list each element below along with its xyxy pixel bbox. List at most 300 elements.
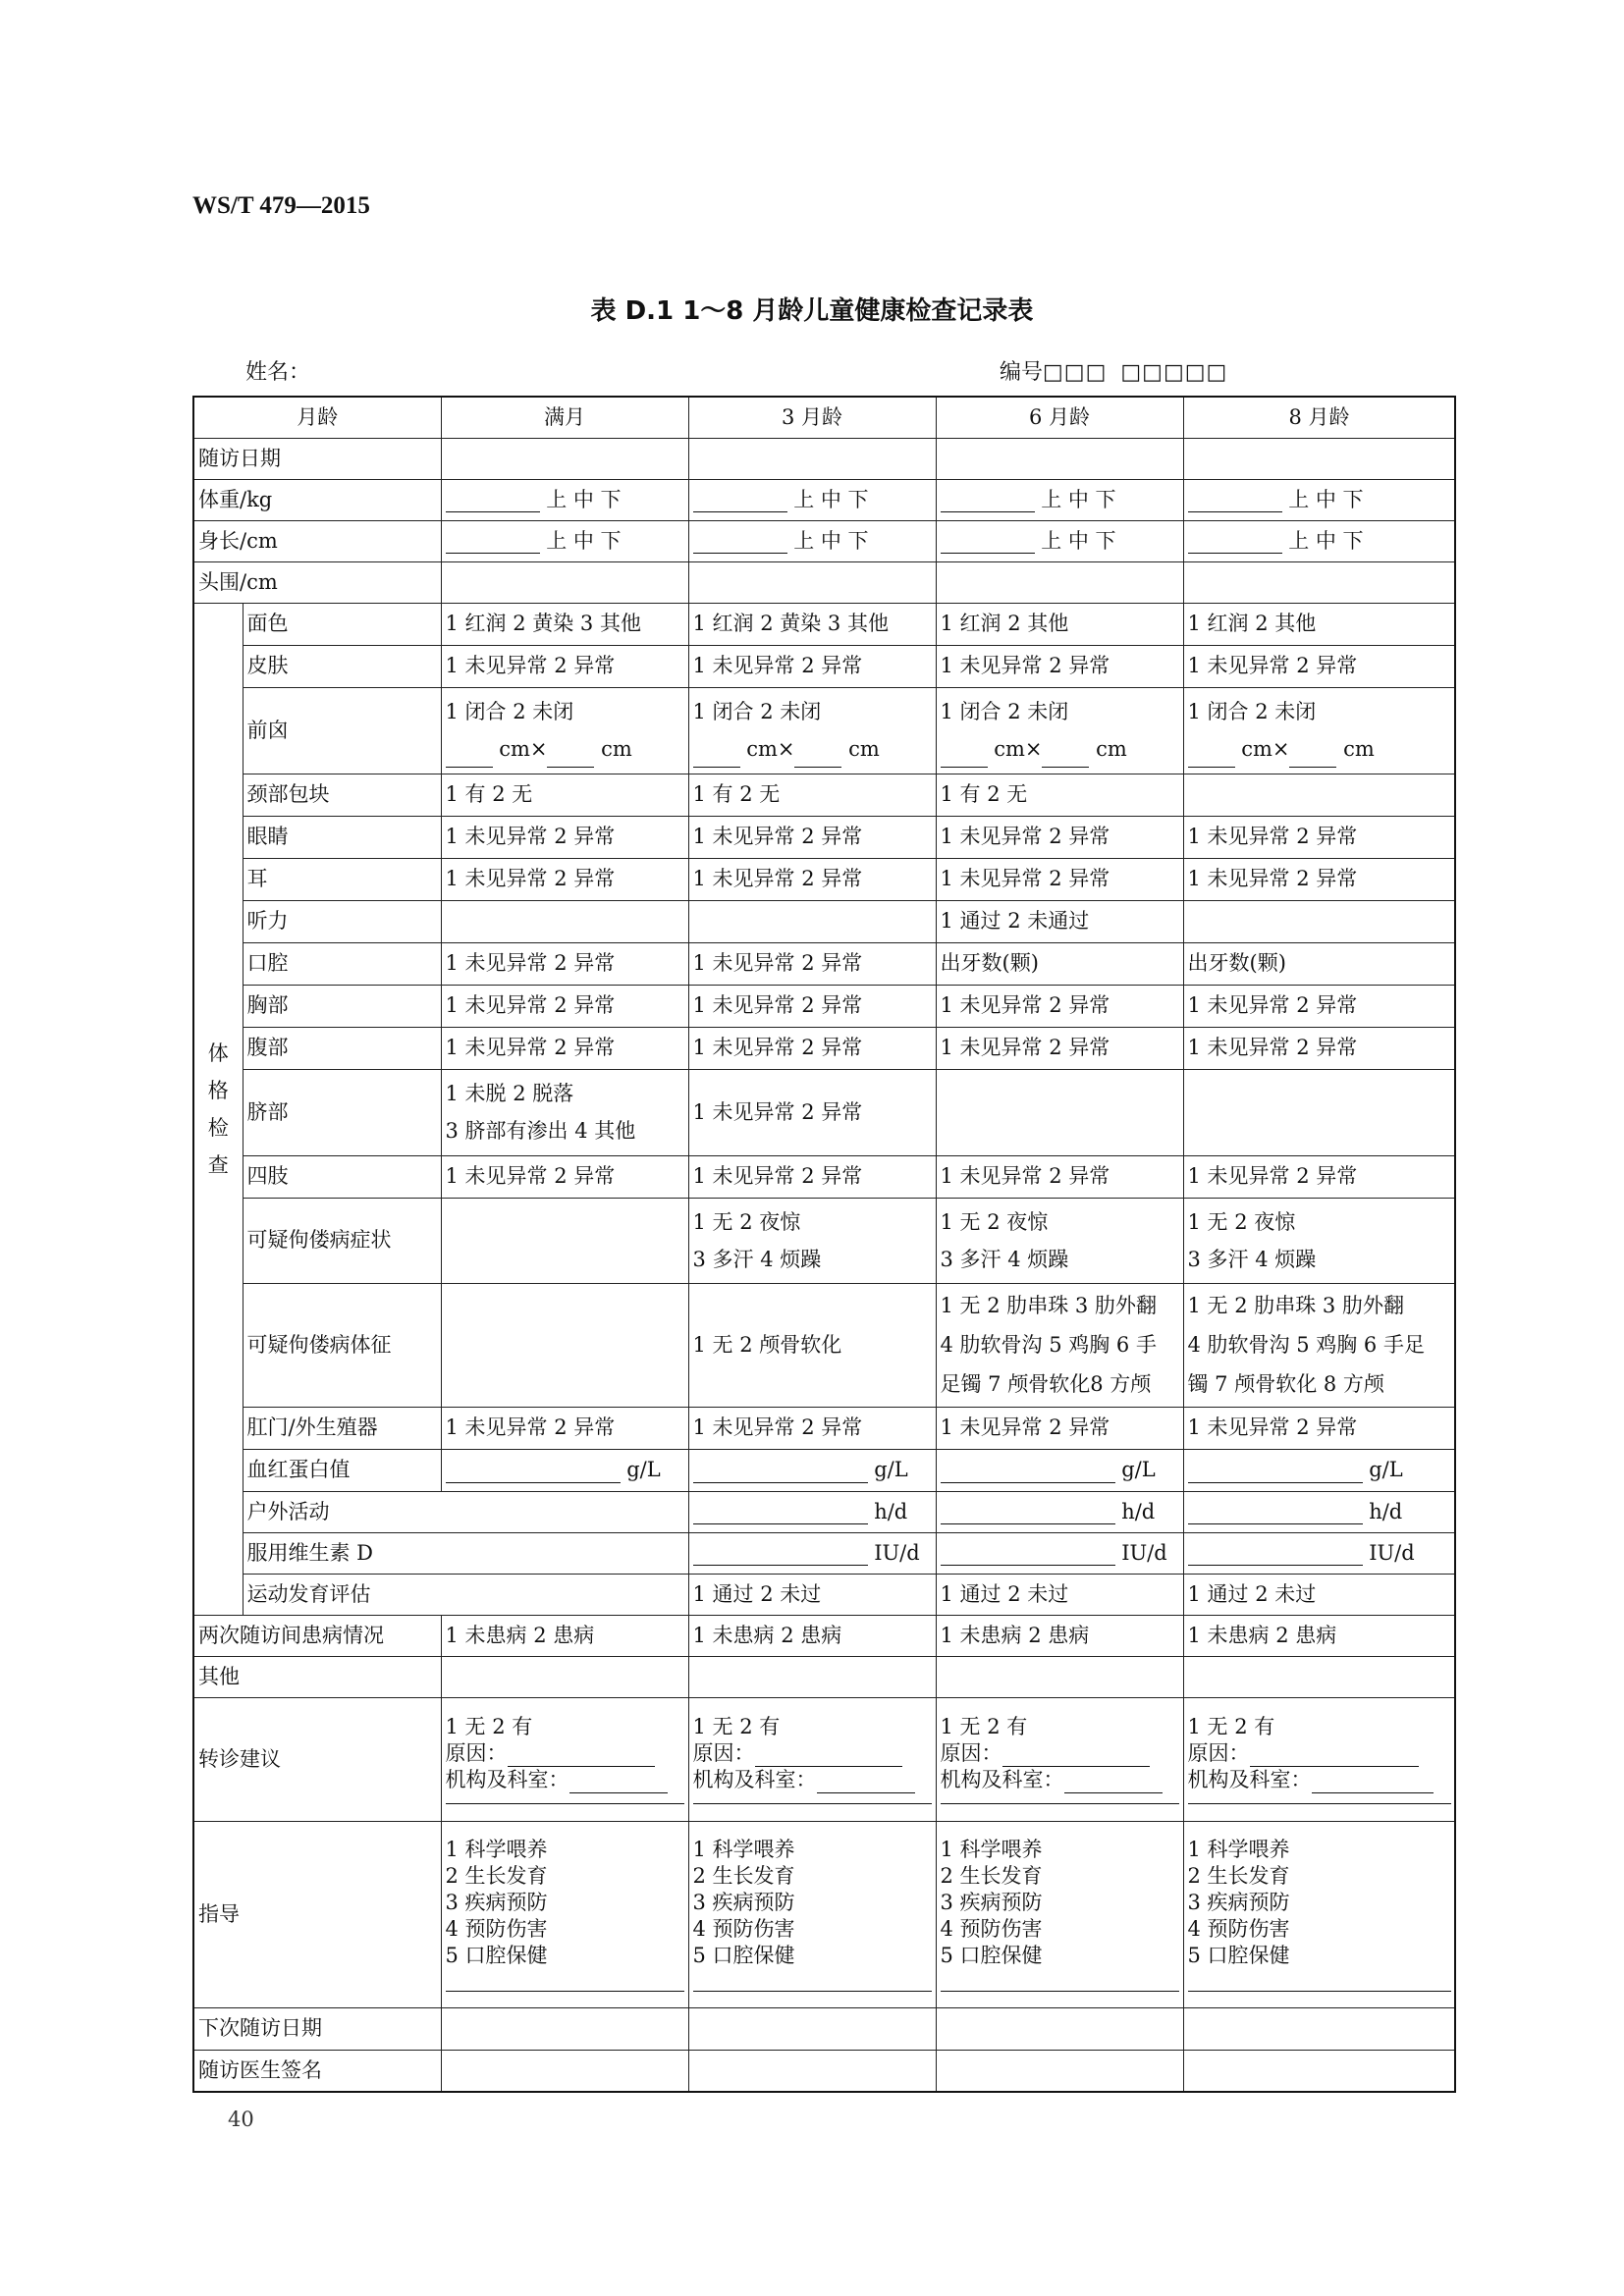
cell-option[interactable]: 1 通过 2 未过 [688, 1574, 936, 1615]
cell-option[interactable]: 1 未见异常 2 异常 [688, 1407, 936, 1449]
cell-option[interactable]: 1 红润 2 其他 [1183, 603, 1455, 645]
option-text: 4 预防伤害 [445, 1917, 548, 1941]
option-text: 上 中 下 [793, 487, 869, 511]
option-text: 2 生长发育 [692, 1864, 795, 1888]
cell-option[interactable]: 1 未见异常 2 异常 [688, 1027, 936, 1069]
row-label: 户外活动 [243, 1491, 688, 1532]
option-text: 4 预防伤害 [1187, 1917, 1290, 1941]
cell-option[interactable]: 1 未见异常 2 异常 [441, 645, 688, 687]
col-header-8m: 8 月龄 [1183, 397, 1455, 438]
blank-line[interactable] [446, 744, 493, 768]
cell-option[interactable]: 1 未见异常 2 异常 [1183, 858, 1455, 900]
cell-option[interactable]: 1 红润 2 黄染 3 其他 [688, 603, 936, 645]
blank-line[interactable] [755, 1743, 902, 1767]
row-label: 体重/kg [193, 479, 441, 520]
option-text: 1 科学喂养 [1187, 1838, 1290, 1861]
row-label: 眼睛 [243, 816, 441, 858]
blank-line[interactable] [1312, 1770, 1434, 1793]
cell-fontanelle[interactable] [1183, 687, 1455, 774]
row-label: 随访医生签名 [193, 2050, 441, 2092]
unit-text: h/d [1369, 1499, 1403, 1523]
blank-line[interactable] [1042, 744, 1089, 768]
row-chest [193, 985, 1455, 1027]
cell-option[interactable]: 1 有 2 无 [936, 774, 1183, 816]
row-illness [193, 1615, 1455, 1656]
blank-line[interactable] [1188, 530, 1282, 554]
row-label: 指导 [193, 1821, 441, 2007]
cell-option[interactable]: 1 未见异常 2 异常 [936, 858, 1183, 900]
health-check-table [192, 396, 1456, 2093]
blank-line[interactable] [941, 1460, 1115, 1483]
institution-entry: 机构及科室： [693, 1767, 932, 1793]
cell-height[interactable] [441, 520, 688, 561]
cell-option[interactable]: 1 未见异常 2 异常 [441, 816, 688, 858]
blank-line[interactable] [569, 1770, 668, 1793]
cell-option[interactable]: 1 未见异常 2 异常 [441, 1407, 688, 1449]
blank-line[interactable] [1002, 1743, 1150, 1767]
cell-option[interactable]: 1 未见异常 2 异常 [936, 1407, 1183, 1449]
option-text: 1 无 2 肋串珠 3 肋外翻 [940, 1294, 1157, 1317]
cell-option[interactable]: 1 未患病 2 患病 [936, 1615, 1183, 1656]
cell-input[interactable] [1183, 561, 1455, 603]
blank-line[interactable] [446, 1969, 684, 1992]
cell-guidance[interactable] [1183, 1821, 1455, 2007]
option-text: 4 肋软骨沟 5 鸡胸 6 手足 [1187, 1333, 1425, 1357]
row-label: 可疑佝偻病症状 [243, 1198, 441, 1283]
cell-input[interactable] [936, 561, 1183, 603]
unit-text: g/L [1369, 1458, 1403, 1482]
cell-guidance[interactable] [936, 1821, 1183, 2007]
cell-option[interactable]: 1 未见异常 2 异常 [936, 816, 1183, 858]
blank-line[interactable] [693, 1793, 932, 1804]
cell-input[interactable] [1183, 438, 1455, 479]
cell-option[interactable]: 1 未见异常 2 异常 [1183, 1155, 1455, 1198]
option-text: 1 无 2 夜惊 [692, 1209, 801, 1234]
cell-empty [936, 1069, 1183, 1155]
option-text: 3 疾病预防 [692, 1891, 795, 1914]
row-height [193, 520, 1455, 561]
option-text: 镯 7 颅骨软化 8 方颅 [1187, 1372, 1384, 1396]
row-label: 身长/cm [193, 520, 441, 561]
unit-text: IU/d [874, 1540, 920, 1565]
cell-input[interactable] [441, 438, 688, 479]
cell-option[interactable] [1183, 1283, 1455, 1407]
cell-input[interactable] [441, 561, 688, 603]
cell-hemoglobin[interactable] [441, 1449, 688, 1491]
row-vitd [193, 1532, 1455, 1574]
institution-entry: 机构及科室： [1188, 1767, 1451, 1793]
cell-weight[interactable] [1183, 479, 1455, 520]
cell-referral[interactable] [688, 1697, 936, 1821]
exam-category-label: 体格检查 [193, 603, 243, 1615]
blank-line[interactable] [1188, 744, 1235, 768]
cell-option[interactable]: 1 未见异常 2 异常 [688, 985, 936, 1027]
cell-weight[interactable] [688, 479, 936, 520]
blank-line[interactable] [1188, 489, 1282, 512]
cell-weight[interactable] [936, 479, 1183, 520]
cell-option[interactable]: 1 未见异常 2 异常 [441, 942, 688, 985]
option-text: 1 无 2 夜惊 [1187, 1209, 1296, 1234]
row-mouth [193, 942, 1455, 985]
blank-line[interactable] [794, 744, 841, 768]
unit-text: g/L [1121, 1458, 1156, 1482]
option-text: 1 科学喂养 [445, 1838, 548, 1861]
blank-line[interactable] [693, 744, 740, 768]
cell-input[interactable] [688, 1656, 936, 1697]
option-text: 4 预防伤害 [692, 1917, 795, 1941]
option-text: 3 多汗 4 烦躁 [1187, 1247, 1317, 1271]
option-text: 1 科学喂养 [940, 1838, 1043, 1861]
row-label: 皮肤 [243, 645, 441, 687]
row-label: 其他 [193, 1656, 441, 1697]
row-head [193, 561, 1455, 603]
institution-entry: 机构及科室： [941, 1767, 1179, 1793]
serial-boxes-b[interactable]: □□□□□ [1120, 360, 1228, 385]
row-label: 面色 [243, 603, 441, 645]
blank-line[interactable] [941, 744, 988, 768]
row-navel [193, 1069, 1455, 1155]
option-text: 2 生长发育 [940, 1864, 1043, 1888]
cell-input[interactable] [936, 2050, 1183, 2092]
cell-option[interactable]: 1 未见异常 2 异常 [441, 985, 688, 1027]
cell-option[interactable]: 1 红润 2 黄染 3 其他 [441, 603, 688, 645]
cell-teeth-count[interactable]: 出牙数(颗) [1183, 942, 1455, 985]
cell-input[interactable] [441, 2050, 688, 2092]
cell-option[interactable]: 1 未见异常 2 异常 [936, 985, 1183, 1027]
row-label: 服用维生素 D [243, 1532, 688, 1574]
cell-option[interactable]: 1 通过 2 未通过 [936, 900, 1183, 942]
cell-option[interactable]: 1 红润 2 其他 [936, 603, 1183, 645]
cell-option[interactable]: 1 未患病 2 患病 [441, 1615, 688, 1656]
cell-empty [441, 900, 688, 942]
cell-option[interactable]: 1 未见异常 2 异常 [1183, 645, 1455, 687]
cell-hemoglobin[interactable] [688, 1449, 936, 1491]
blank-line[interactable] [941, 1542, 1115, 1566]
option-text: 1 未脱 2 脱落 [445, 1082, 574, 1105]
blank-line[interactable] [446, 1460, 621, 1483]
size-entry: cm× cm [446, 730, 684, 768]
reason-entry: 原因： [941, 1740, 1179, 1767]
cell-guidance[interactable] [688, 1821, 936, 2007]
cell-outdoor[interactable] [936, 1491, 1183, 1532]
option-text: 足镯 7 颅骨软化8 方颅 [940, 1372, 1152, 1396]
cell-option[interactable]: 1 未见异常 2 异常 [688, 1155, 936, 1198]
option-text: 1 闭合 2 未闭 [1187, 700, 1317, 723]
cell-outdoor[interactable] [688, 1491, 936, 1532]
row-motor [193, 1574, 1455, 1615]
blank-line[interactable] [693, 1542, 868, 1566]
name-label: 姓名： [245, 360, 311, 385]
cell-height[interactable] [936, 520, 1183, 561]
blank-line[interactable] [508, 1743, 655, 1767]
blank-line[interactable] [446, 1793, 684, 1804]
option-text: 2 生长发育 [445, 1864, 548, 1888]
row-other [193, 1656, 1455, 1697]
cell-teeth-count[interactable]: 出牙数(颗) [936, 942, 1183, 985]
row-label: 四肢 [243, 1155, 441, 1198]
blank-line[interactable] [941, 1501, 1115, 1524]
cell-option[interactable] [936, 1198, 1183, 1283]
unit-text: g/L [626, 1458, 661, 1482]
option-text: 上 中 下 [1041, 528, 1116, 553]
option-text: 3 多汗 4 烦躁 [692, 1247, 822, 1271]
institution-entry: 机构及科室： [446, 1767, 684, 1793]
row-weight [193, 479, 1455, 520]
option-text: 1 无 2 有 [940, 1715, 1028, 1738]
cell-fontanelle[interactable] [441, 687, 688, 774]
option-text: 3 疾病预防 [940, 1891, 1043, 1914]
row-hearing [193, 900, 1455, 942]
reason-entry: 原因： [446, 1740, 684, 1767]
row-label: 下次随访日期 [193, 2007, 441, 2050]
cell-input[interactable] [688, 561, 936, 603]
cell-option[interactable]: 1 未见异常 2 异常 [936, 645, 1183, 687]
serial-label: 编号 [1000, 360, 1044, 385]
row-anus [193, 1407, 1455, 1449]
row-next-visit [193, 2007, 1455, 2050]
row-skin [193, 645, 1455, 687]
option-text: 上 中 下 [793, 528, 869, 553]
option-text: 5 口腔保健 [1187, 1944, 1290, 1967]
cell-option[interactable]: 1 未见异常 2 异常 [688, 858, 936, 900]
cell-vitd[interactable] [936, 1532, 1183, 1574]
option-text: 1 科学喂养 [692, 1838, 795, 1861]
row-label: 口腔 [243, 942, 441, 985]
cell-option[interactable] [688, 1198, 936, 1283]
unit-text: h/d [1121, 1499, 1156, 1523]
cell-option[interactable]: 1 有 2 无 [688, 774, 936, 816]
option-text: 1 无 2 夜惊 [940, 1209, 1049, 1234]
cell-option[interactable]: 1 通过 2 未过 [1183, 1574, 1455, 1615]
cell-vitd[interactable] [688, 1532, 936, 1574]
page-number: 40 [228, 2108, 254, 2131]
row-label: 血红蛋白值 [243, 1449, 441, 1491]
option-text: 5 口腔保健 [692, 1944, 795, 1967]
cell-empty [1183, 774, 1455, 816]
unit-text: IU/d [1121, 1540, 1167, 1565]
blank-line[interactable] [817, 1770, 915, 1793]
row-label: 转诊建议 [193, 1697, 441, 1821]
cell-input[interactable] [1183, 2007, 1455, 2050]
option-text: 5 口腔保健 [445, 1944, 548, 1967]
blank-line[interactable] [547, 744, 594, 768]
unit-text: IU/d [1369, 1540, 1415, 1565]
row-label: 颈部包块 [243, 774, 441, 816]
blank-line[interactable] [941, 1969, 1179, 1992]
cell-option[interactable]: 1 未见异常 2 异常 [936, 1155, 1183, 1198]
cell-input[interactable] [688, 2050, 936, 2092]
cell-fontanelle[interactable] [936, 687, 1183, 774]
cell-option[interactable]: 1 通过 2 未过 [936, 1574, 1183, 1615]
cell-option[interactable]: 1 未见异常 2 异常 [688, 816, 936, 858]
cell-option[interactable]: 1 未见异常 2 异常 [441, 858, 688, 900]
col-header-3m: 3 月龄 [688, 397, 936, 438]
row-rickets-sign [193, 1283, 1455, 1407]
row-label: 腹部 [243, 1027, 441, 1069]
option-text: 1 无 2 有 [1187, 1715, 1275, 1738]
cell-referral[interactable] [936, 1697, 1183, 1821]
cell-hemoglobin[interactable] [1183, 1449, 1455, 1491]
blank-line[interactable] [693, 489, 787, 512]
blank-line[interactable] [1064, 1770, 1163, 1793]
cell-option[interactable]: 1 未见异常 2 异常 [936, 1027, 1183, 1069]
row-label: 肛门/外生殖器 [243, 1407, 441, 1449]
cell-option[interactable]: 1 未见异常 2 异常 [441, 1155, 688, 1198]
option-text: 3 多汗 4 烦躁 [940, 1247, 1069, 1271]
unit-text: h/d [874, 1499, 908, 1523]
cell-option[interactable]: 1 无 2 颅骨软化 [688, 1283, 936, 1407]
cell-outdoor[interactable] [1183, 1491, 1455, 1532]
blank-line[interactable] [1188, 1501, 1363, 1524]
row-eyes [193, 816, 1455, 858]
option-text: 1 无 2 有 [445, 1715, 533, 1738]
cell-referral[interactable] [441, 1697, 688, 1821]
option-text: 4 预防伤害 [940, 1917, 1043, 1941]
blank-line[interactable] [693, 1969, 932, 1992]
cell-option[interactable]: 1 未见异常 2 异常 [688, 1069, 936, 1155]
cell-height[interactable] [1183, 520, 1455, 561]
blank-line[interactable] [1289, 744, 1336, 768]
row-label: 运动发育评估 [243, 1574, 688, 1615]
col-header-age: 月龄 [193, 397, 441, 438]
size-entry: cm× cm [1188, 730, 1451, 768]
cell-option[interactable]: 1 未见异常 2 异常 [1183, 985, 1455, 1027]
cell-empty [1183, 900, 1455, 942]
table-title: 表 D.1 1～8 月龄儿童健康检查记录表 [590, 296, 1034, 326]
option-text: 4 肋软骨沟 5 鸡胸 6 手 [940, 1333, 1157, 1357]
cell-referral[interactable] [1183, 1697, 1455, 1821]
cell-input[interactable] [441, 1656, 688, 1697]
option-text: 1 无 2 肋串珠 3 肋外翻 [1187, 1294, 1404, 1317]
cell-option[interactable]: 1 未见异常 2 异常 [1183, 1407, 1455, 1449]
cell-height[interactable] [688, 520, 936, 561]
cell-option[interactable]: 1 未患病 2 患病 [1183, 1615, 1455, 1656]
cell-input[interactable] [688, 2007, 936, 2050]
col-header-6m: 6 月龄 [936, 397, 1183, 438]
row-guidance [193, 1821, 1455, 2007]
row-limbs [193, 1155, 1455, 1198]
cell-option[interactable]: 1 未见异常 2 异常 [1183, 816, 1455, 858]
row-rickets-symptom [193, 1198, 1455, 1283]
blank-line[interactable] [1250, 1743, 1419, 1767]
cell-option[interactable] [441, 1069, 688, 1155]
row-abdomen [193, 1027, 1455, 1069]
cell-option[interactable]: 1 未见异常 2 异常 [1183, 1027, 1455, 1069]
row-label: 可疑佝偻病体征 [243, 1283, 441, 1407]
blank-line[interactable] [941, 1793, 1179, 1804]
cell-weight[interactable] [441, 479, 688, 520]
blank-line[interactable] [941, 530, 1035, 554]
cell-option[interactable]: 1 未见异常 2 异常 [688, 645, 936, 687]
cell-input[interactable] [936, 2007, 1183, 2050]
blank-line[interactable] [693, 530, 787, 554]
blank-line[interactable] [446, 489, 540, 512]
option-text: 1 无 2 有 [692, 1715, 781, 1738]
cell-input[interactable] [441, 2007, 688, 2050]
cell-input[interactable] [1183, 1656, 1455, 1697]
option-text: 1 闭合 2 未闭 [445, 700, 574, 723]
cell-option[interactable]: 1 有 2 无 [441, 774, 688, 816]
blank-line[interactable] [693, 1460, 868, 1483]
serial-number [1000, 355, 1227, 386]
cell-option[interactable]: 1 未患病 2 患病 [688, 1615, 936, 1656]
blank-line[interactable] [1188, 1969, 1451, 1992]
row-doctor-signature [193, 2050, 1455, 2092]
option-text: 上 中 下 [1288, 528, 1364, 553]
blank-line[interactable] [941, 489, 1035, 512]
cell-input[interactable] [1183, 2050, 1455, 2092]
serial-boxes-a[interactable]: □□□ [1043, 360, 1108, 385]
row-label: 两次随访间患病情况 [193, 1615, 441, 1656]
cell-input[interactable] [688, 438, 936, 479]
cell-option[interactable] [936, 1283, 1183, 1407]
cell-option[interactable]: 1 未见异常 2 异常 [688, 942, 936, 985]
row-ear [193, 858, 1455, 900]
row-referral [193, 1697, 1455, 1821]
col-header-1m: 满月 [441, 397, 688, 438]
cell-fontanelle[interactable] [688, 687, 936, 774]
option-text: 1 闭合 2 未闭 [940, 700, 1069, 723]
table-header-row [193, 397, 1455, 438]
row-visit-date [193, 438, 1455, 479]
size-entry: cm× cm [693, 730, 932, 768]
reason-entry: 原因： [1188, 1740, 1451, 1767]
cell-hemoglobin[interactable] [936, 1449, 1183, 1491]
blank-line[interactable] [1188, 1460, 1363, 1483]
row-label: 随访日期 [193, 438, 441, 479]
blank-line[interactable] [1188, 1542, 1363, 1566]
option-text: 1 闭合 2 未闭 [692, 700, 822, 723]
row-label: 头围/cm [193, 561, 441, 603]
row-fontanelle [193, 687, 1455, 774]
option-text: 3 脐部有渗出 4 其他 [445, 1119, 636, 1143]
size-entry: cm× cm [941, 730, 1179, 768]
cell-empty [688, 900, 936, 942]
blank-line[interactable] [1188, 1793, 1451, 1804]
cell-option[interactable]: 1 未见异常 2 异常 [441, 1027, 688, 1069]
option-text: 上 中 下 [1041, 487, 1116, 511]
row-label: 前囟 [243, 687, 441, 774]
option-text: 3 疾病预防 [445, 1891, 548, 1914]
cell-input[interactable] [936, 1656, 1183, 1697]
option-text: 上 中 下 [1288, 487, 1364, 511]
row-label: 耳 [243, 858, 441, 900]
cell-option[interactable] [1183, 1198, 1455, 1283]
reason-entry: 原因： [693, 1740, 932, 1767]
cell-empty [441, 1283, 688, 1407]
row-label: 听力 [243, 900, 441, 942]
cell-input[interactable] [936, 438, 1183, 479]
document-number: WS/T 479—2015 [192, 192, 370, 219]
cell-empty [1183, 1069, 1455, 1155]
row-neck [193, 774, 1455, 816]
cell-empty [441, 1198, 688, 1283]
blank-line[interactable] [693, 1501, 868, 1524]
option-text: 3 疾病预防 [1187, 1891, 1290, 1914]
cell-guidance[interactable] [441, 1821, 688, 2007]
row-hemoglobin [193, 1449, 1455, 1491]
option-text: 2 生长发育 [1187, 1864, 1290, 1888]
blank-line[interactable] [446, 530, 540, 554]
row-face [193, 603, 1455, 645]
option-text: 5 口腔保健 [940, 1944, 1043, 1967]
row-outdoor [193, 1491, 1455, 1532]
row-label: 脐部 [243, 1069, 441, 1155]
cell-vitd[interactable] [1183, 1532, 1455, 1574]
option-text: 上 中 下 [546, 528, 622, 553]
unit-text: g/L [874, 1458, 908, 1482]
option-text: 上 中 下 [546, 487, 622, 511]
